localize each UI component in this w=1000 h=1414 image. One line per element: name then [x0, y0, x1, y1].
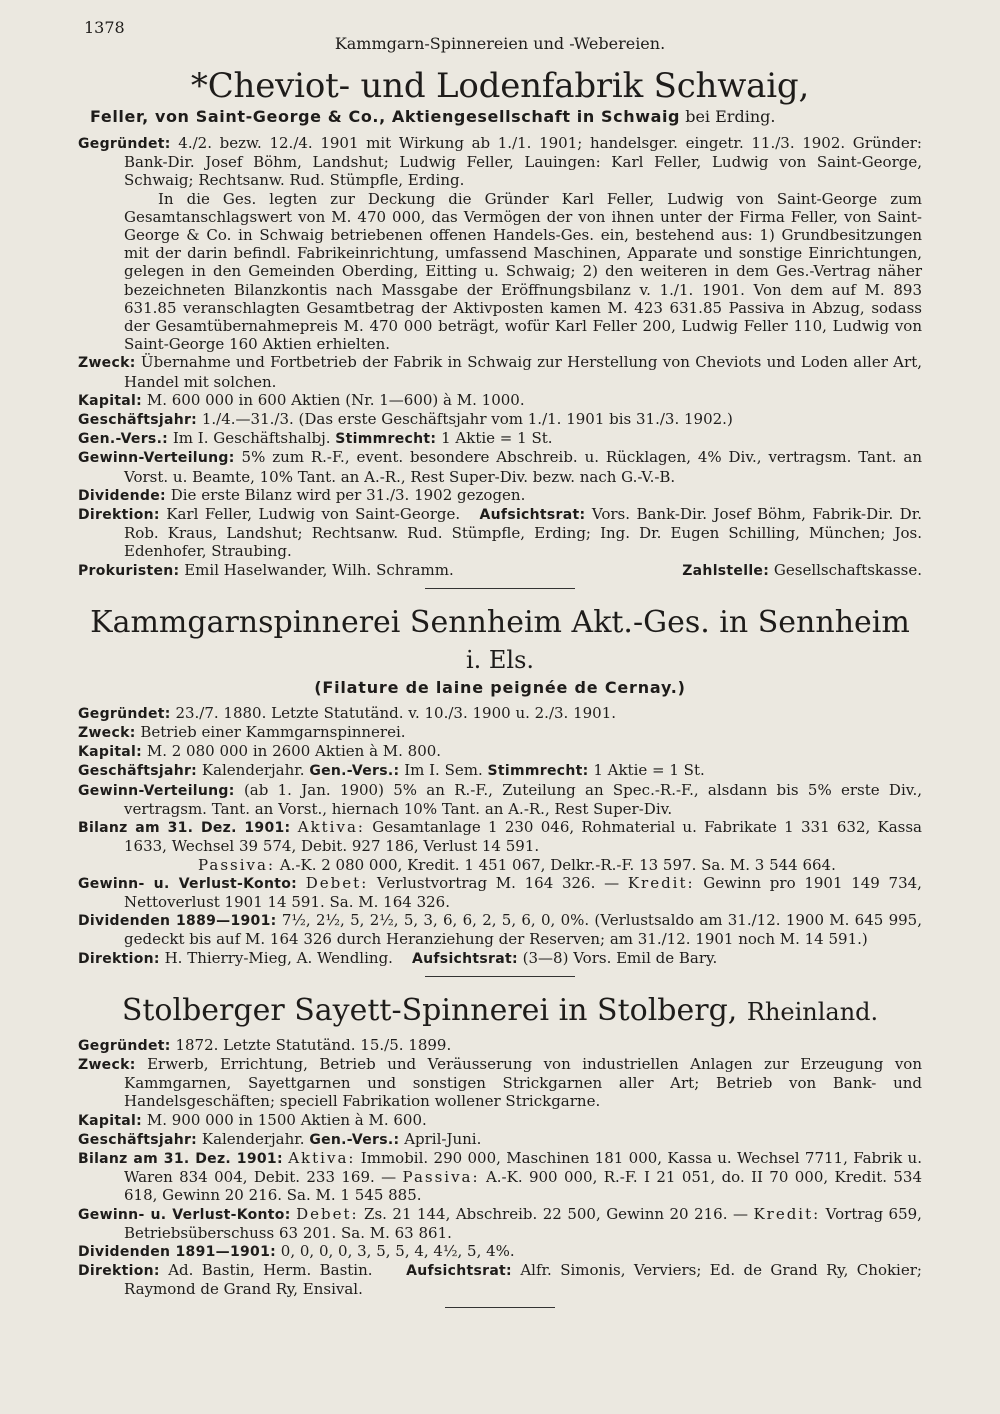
label: Gegründet: — [78, 136, 171, 152]
title-tail: i. Els. — [465, 645, 535, 674]
label: Zweck: — [78, 355, 136, 372]
running-title: Kammgarn-Spinnereien und -Webereien. — [334, 34, 666, 53]
field-kapital — [78, 1111, 922, 1130]
value: Kalenderjahr. — [201, 1129, 305, 1148]
label: Gen.-Vers.: — [309, 1131, 400, 1148]
passiva-word: Passiva: — [198, 855, 276, 874]
label: Aufsichtsrat: — [406, 1263, 512, 1280]
page-number: 1378 — [84, 18, 125, 37]
value: Die erste Bilanz wird per 31./3. 1902 gezogen. — [170, 485, 526, 504]
field-dividenden — [78, 1242, 922, 1261]
kredit-word: Kredit: — [753, 1204, 821, 1223]
firm-location: bei Erding. — [680, 107, 776, 126]
field-dividenden — [78, 911, 922, 948]
label: Gewinn-Verteilung: — [78, 782, 235, 799]
value: M. 600 000 in 600 Aktien (Nr. 1—600) à M. 1000. — [146, 390, 525, 409]
aktiva-word: Aktiva: — [288, 1148, 356, 1167]
entry-title: *Cheviot- und Lodenfabrik Schwaig, — [190, 66, 810, 106]
value: Alfr. Simonis, Verviers; Ed. de Grand Ry, Chokier; Raymond de Grand Ry, Ensival. — [124, 1261, 922, 1299]
page-header — [78, 14, 922, 53]
value: 0, 0, 0, 0, 3, 5, 5, 4, 4½, 5, 4%. — [280, 1241, 515, 1260]
field-bilanz — [78, 818, 922, 855]
value: Kalenderjahr. — [201, 761, 305, 780]
entry-cheviot — [78, 66, 922, 580]
label: Direktion: — [78, 950, 160, 967]
value: A.-K. 2 080 000, Kredit. 1 451 067, Delkr.-R.-F. 13 597. Sa. M. 3 544 664. — [279, 855, 836, 874]
kredit-word: Kredit: — [627, 873, 695, 892]
field-gewinn — [78, 448, 922, 485]
value: M. 900 000 in 1500 Aktien à M. 600. — [146, 1110, 427, 1129]
label: Zweck: — [78, 725, 136, 742]
field-guv — [78, 1205, 922, 1242]
aktiva-word: Aktiva: — [297, 818, 365, 837]
field-genvers — [78, 429, 922, 448]
field-paragraph: In die Ges. legten zur Deckung die Gründer Karl Feller, Ludwig von Saint-George zum Gesamtanschlagswert von M. 470 000, das Vermögen der von ihnen unter der Firma Feller, von Saint-George & Co. in Schwaig betriebenen offenen Handels-Ges. ein, bestehend aus: 1) Grundbesitzungen mit der darin befindl. Fabrikeinrichtung, umfassend Maschinen, Apparate und sonstige Einrichtungen, gelegen in den Gemeinden Oberding, Eitting u. Schwaig; 2) den weiteren in dem Ges.-Vertrag näher bezeichneten Bilanzkontis nach Massgabe der Eröffnungsbilanz v. 1./1. 1901. Von dem auf M. 893 631.85 veranschlagten Gesamtbetrag der Aktivposten kamen M. 423 631.85 Passiva in Abzug, sodass der Gesamtübernahmepreis M. 470 000 beträgt, wofür Karl Feller 200, Ludwig Feller 110, Ludwig von Saint-George 160 Aktien erhielten. — [124, 189, 922, 354]
divider — [425, 588, 575, 589]
label: Gen.-Vers.: — [78, 431, 169, 448]
value: Erwerb, Errichtung, Betrieb und Veräusserung von industriellen Anlagen zur Erzeugung von Kammgarnen, Sayettgarnen und sonstigen Strickgarnen aller Art; Betrieb von Bank- und Handelsgeschäften; speciell Fabrikation wollener Strickgarne. — [124, 1054, 922, 1111]
label: Zahlstelle: — [682, 562, 770, 579]
field-gegruendet — [78, 704, 922, 723]
title-tail: Rheinland. — [746, 997, 879, 1026]
label: Kapital: — [78, 392, 143, 409]
entry-title — [78, 605, 922, 678]
debet-word: Debet: — [305, 873, 369, 892]
value: 23./7. 1880. Letzte Statutänd. v. 10./3. 1900 u. 2./3. 1901. — [175, 703, 617, 722]
value: M. 2 080 000 in 2600 Aktien à M. 800. — [146, 742, 442, 761]
field-dividende — [78, 486, 922, 505]
value: Gewinn pro 1901 149 734, Nettoverlust 1901 14 591. Sa. M. 164 326. — [124, 873, 922, 911]
label: Kapital: — [78, 1112, 143, 1129]
entry-body — [78, 134, 922, 580]
label: Gegründet: — [78, 1037, 171, 1054]
label: Geschäftsjahr: — [78, 763, 198, 780]
field-bilanz — [78, 1149, 922, 1205]
debet-word: Debet: — [296, 1204, 359, 1223]
label: Dividenden 1889—1901: — [78, 913, 277, 930]
label: Gen.-Vers.: — [309, 763, 400, 780]
passiva-word: Passiva: — [402, 1168, 480, 1187]
value: (ab 1. Jan. 1900) 5% an R.-F., Zuteilung an Spec.-R.-F., alsdann bis 5% erste Div., vertragsm. Tant. an Vorst., hiernach 10% Tant. an A.-R., Rest Super-Div. — [124, 780, 922, 818]
field-direktion — [78, 505, 922, 561]
value: Verlustvortrag M. 164 326. — — [376, 873, 620, 892]
field-geschaeftsjahr — [78, 1130, 922, 1149]
entry-subtitle — [78, 106, 922, 128]
value: A.-K. 900 000, R.-F. I 21 051, do. II 70 000, Kredit. 534 618, Gewinn 20 216. Sa. M. 1 545 885. — [124, 1168, 922, 1205]
value: 1./4.—31./3. (Das erste Geschäftsjahr vom 1./1. 1901 bis 31./3. 1902.) — [201, 410, 733, 429]
firm-name: Feller, von Saint-George & Co., Aktiengesellschaft in Schwaig — [90, 107, 681, 126]
label: Kapital: — [78, 744, 143, 761]
field-geschaeftsjahr — [78, 761, 922, 780]
value: 1 Aktie = 1 St. — [593, 761, 705, 780]
entry-subtitle: (Filature de laine peignée de Cernay.) — [314, 677, 686, 697]
value: Gesamtanlage 1 230 046, Rohmaterial u. Fabrikate 1 331 632, Kassa 1633, Wechsel 39 574, Debit. 927 186, Verlust 14 591. — [124, 818, 923, 856]
field-direktion — [78, 1261, 922, 1298]
entry-title — [78, 993, 922, 1030]
value: (3—8) Vors. Emil de Bary. — [522, 948, 718, 967]
field-zweck — [78, 353, 922, 390]
value: Vors. Bank-Dir. Josef Böhm, Fabrik-Dir. Dr. Rob. Kraus, Landshut; Rechtsanw. Rud. Stümpfle, Erding; Ing. Dr. Eugen Schilling, München; Jos. Edenhofer, Straubing. — [124, 505, 922, 561]
field-gegruendet — [78, 134, 922, 190]
value: Vortrag 659, Betriebsüberschuss 63 201. Sa. M. 63 861. — [124, 1204, 922, 1242]
label: Gewinn- u. Verlust-Konto: — [78, 1206, 291, 1223]
value: H. Thierry-Mieg, A. Wendling. — [164, 948, 393, 967]
label: Gewinn- u. Verlust-Konto: — [78, 875, 298, 892]
value: Ad. Bastin, Herm. Bastin. — [168, 1261, 373, 1280]
title-main: Kammgarnspinnerei Sennheim Akt.-Ges. in Sennheim — [90, 604, 910, 640]
label: Gewinn-Verteilung: — [78, 450, 235, 467]
field-zweck — [78, 1055, 922, 1111]
field-gewinn — [78, 781, 922, 818]
field-gegruendet — [78, 1036, 922, 1055]
value: 4./2. bezw. 12./4. 1901 mit Wirkung ab 1./1. 1901; handelsger. eingetr. 11./3. 1902. Gründer: Bank-Dir. Josef Böhm, Landshut; Ludwig Feller, Lauingen: Karl Feller, Ludwig von Saint-George, Schwaig; Rechtsanw. Rud. Stümpfle, Erding. — [124, 134, 922, 190]
label: Direktion: — [78, 1263, 160, 1280]
value: Betrieb einer Kammgarnspinnerei. — [140, 723, 406, 742]
label: Aufsichtsrat: — [479, 507, 586, 524]
value: 1872. Letzte Statutänd. 15./5. 1899. — [175, 1035, 452, 1054]
entry-sennheim — [78, 605, 922, 968]
field-zweck — [78, 723, 922, 742]
value: Im I. Sem. — [404, 761, 483, 780]
label: Zweck: — [78, 1056, 136, 1073]
field-kapital — [78, 742, 922, 761]
field-passiva — [78, 856, 922, 874]
label: Prokuristen: — [78, 562, 180, 579]
value: Gesellschaftskasse. — [773, 560, 922, 579]
value: Karl Feller, Ludwig von Saint-George. — [166, 505, 461, 524]
value: 1 Aktie = 1 St. — [441, 429, 553, 448]
title-main: Stolberger Sayett-Spinnerei in Stolberg, — [121, 992, 738, 1028]
label: Dividenden 1891—1901: — [78, 1243, 277, 1260]
field-direktion — [78, 949, 922, 968]
value: Immobil. 290 000, Maschinen 181 000, Kassa u. Wechsel 7711, Fabrik u. Waren 834 004, Debit. 233 169. — — [124, 1148, 922, 1187]
label: Bilanz am 31. Dez. 1901: — [78, 820, 291, 837]
entry-body — [78, 1036, 922, 1299]
value: Übernahme und Fortbetrieb der Fabrik in Schwaig zur Herstellung von Cheviots und Loden aller Art, Handel mit solchen. — [124, 353, 922, 391]
divider — [445, 1307, 555, 1308]
label: Stimmrecht: — [487, 763, 589, 780]
label: Direktion: — [78, 507, 160, 524]
field-kapital — [78, 391, 922, 410]
field-geschaeftsjahr — [78, 410, 922, 429]
value: Emil Haselwander, Wilh. Schramm. — [184, 560, 454, 579]
label: Stimmrecht: — [335, 431, 437, 448]
field-prokuristen — [78, 561, 922, 580]
value: Im I. Geschäftshalbj. — [172, 429, 331, 448]
label: Geschäftsjahr: — [78, 1131, 198, 1148]
label: Gegründet: — [78, 705, 171, 722]
entry-body — [78, 704, 922, 968]
entry-stolberg — [78, 993, 922, 1299]
value: April-Juni. — [404, 1129, 482, 1148]
label: Geschäftsjahr: — [78, 412, 198, 429]
divider — [425, 976, 575, 977]
value: 5% zum R.-F., event. besondere Abschreib. u. Rücklagen, 4% Div., vertragsm. Tant. an Vorst. u. Beamte, 10% Tant. an A.-R., Rest Super-Div. bezw. nach G.-V.-B. — [124, 448, 922, 486]
value: 7½, 2½, 5, 2½, 5, 3, 6, 6, 2, 5, 6, 0, 0%. (Verlustsaldo am 31./12. 1900 M. 645 995, gedeckt bis auf M. 164 326 durch Heranziehung der Reserven; am 31./12. 1901 noch M. 14 591.) — [124, 911, 922, 949]
label: Bilanz am 31. Dez. 1901: — [78, 1150, 283, 1167]
label: Aufsichtsrat: — [412, 950, 518, 967]
label: Dividende: — [78, 487, 166, 504]
value: Zs. 21 144, Abschreib. 22 500, Gewinn 20 216. — — [364, 1204, 748, 1223]
field-guv — [78, 874, 922, 911]
